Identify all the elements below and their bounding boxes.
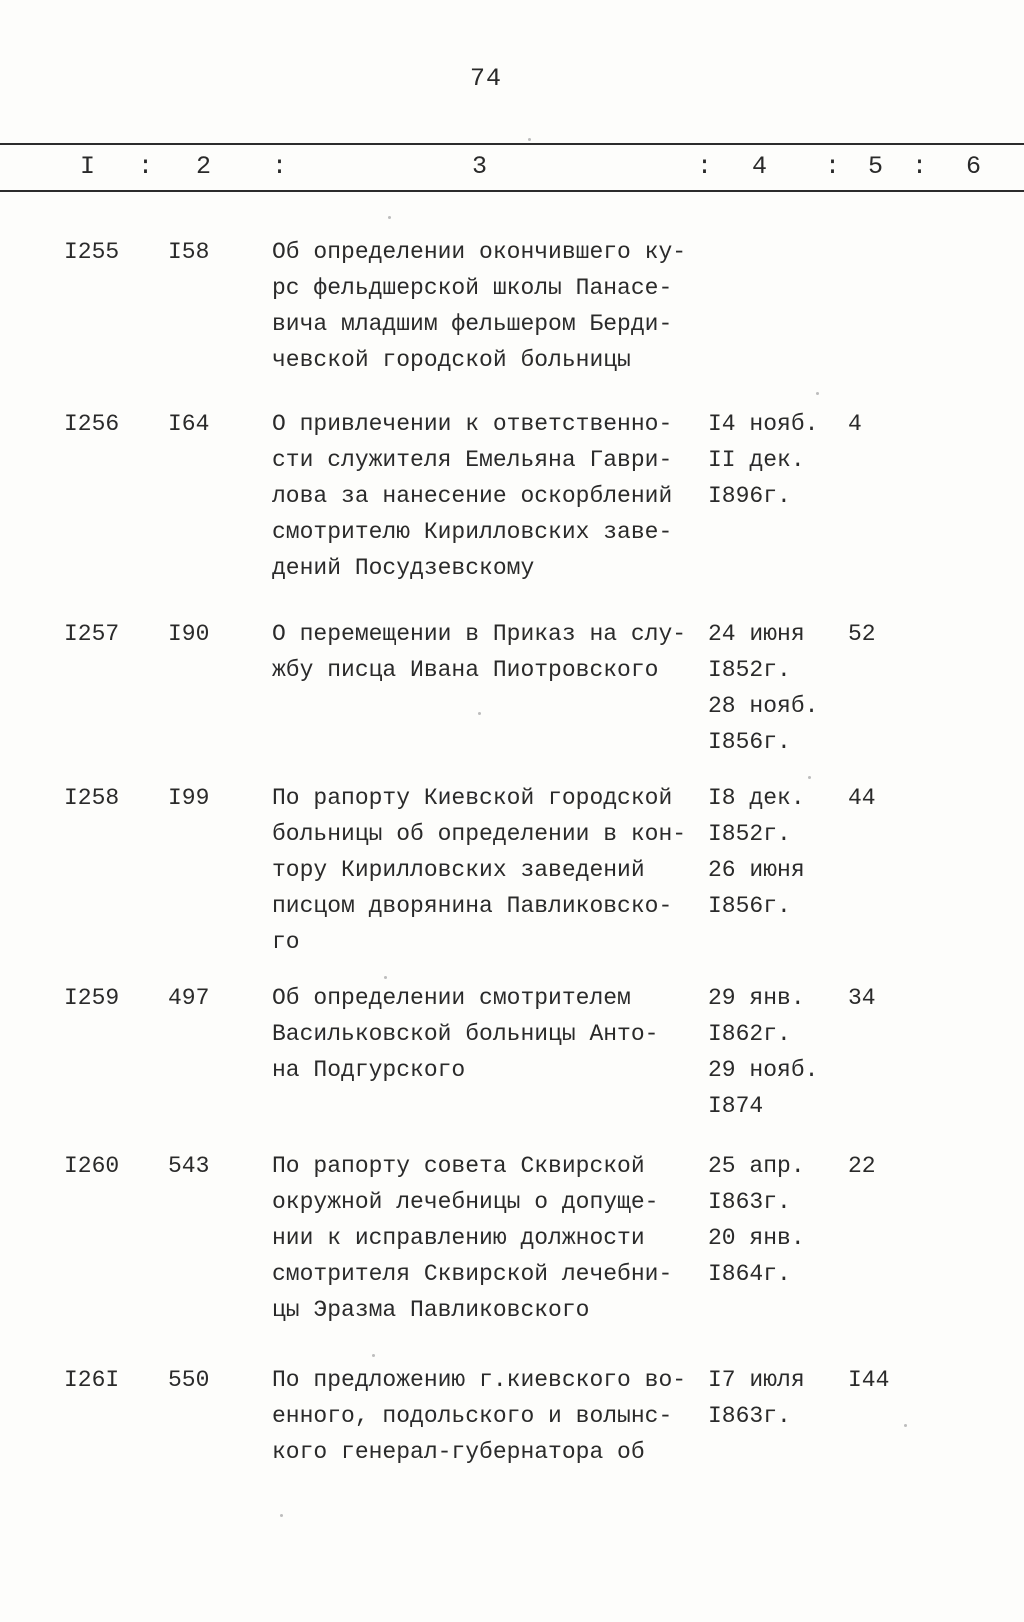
case-number: I99	[168, 785, 210, 811]
date-line: I896г.	[708, 483, 791, 509]
date-line: I874	[708, 1093, 764, 1119]
entry-dates	[708, 780, 838, 924]
sheet-count: I44	[848, 1367, 890, 1393]
entry-number: I26I	[64, 1367, 120, 1393]
title-line: О привлечении к ответственно-	[272, 411, 673, 437]
entry-number: I258	[64, 785, 120, 811]
date-line: I864г.	[708, 1261, 791, 1287]
title-line: По рапорту Киевской городской	[272, 785, 673, 811]
title-line: смотрителя Сквирской лечебни-	[272, 1261, 673, 1287]
entry-dates	[708, 980, 838, 1124]
title-line: рс фельдшерской школы Панасе-	[272, 275, 673, 301]
title-line: тору Кирилловских заведений	[272, 857, 645, 883]
entry-title	[272, 980, 702, 1088]
title-line: Васильковской больницы Анто-	[272, 1021, 659, 1047]
scan-speck	[904, 1424, 907, 1427]
column-header-3: 3	[472, 152, 488, 181]
title-line: окружной лечебницы о допуще-	[272, 1189, 659, 1215]
sheet-count: 44	[848, 785, 876, 811]
case-number: 497	[168, 985, 210, 1011]
title-line: дений Посудзевскому	[272, 555, 535, 581]
title-line: Об определении смотрителем	[272, 985, 631, 1011]
date-line: II дек.	[708, 447, 805, 473]
title-line: По предложению г.киевского во-	[272, 1367, 687, 1393]
entry-title	[272, 406, 702, 586]
column-separator: :	[138, 152, 154, 181]
title-line: цы Эразма Павликовского	[272, 1297, 590, 1323]
title-line: О перемещении в Приказ на слу-	[272, 621, 687, 647]
title-line: писцом дворянина Павликовско-	[272, 893, 673, 919]
date-line: 29 янв.	[708, 985, 805, 1011]
title-line: смотрителю Кирилловских заве-	[272, 519, 673, 545]
scan-speck	[478, 712, 481, 715]
page-number: 74	[470, 64, 503, 93]
date-line: I8 дек.	[708, 785, 805, 811]
title-line: больницы об определении в кон-	[272, 821, 687, 847]
title-line: Об определении окончившего ку-	[272, 239, 687, 265]
sheet-count: 22	[848, 1153, 876, 1179]
date-line: 29 нояб.	[708, 1057, 819, 1083]
sheet-count: 52	[848, 621, 876, 647]
date-line: I863г.	[708, 1189, 791, 1215]
date-line: I856г.	[708, 893, 791, 919]
column-separator: :	[697, 152, 713, 181]
entry-number: I260	[64, 1153, 120, 1179]
scan-speck	[372, 1354, 375, 1357]
title-line: кого генерал-губернатора об	[272, 1439, 645, 1465]
entry-number: I256	[64, 411, 120, 437]
title-line: чевской городской больницы	[272, 347, 631, 373]
title-line: на Подгурского	[272, 1057, 466, 1083]
date-line: I4 нояб.	[708, 411, 819, 437]
title-line: вича младшим фельшером Берди-	[272, 311, 673, 337]
column-header-5: 5	[868, 152, 884, 181]
entry-dates	[708, 406, 838, 514]
entry-dates	[708, 616, 838, 760]
scan-speck	[808, 776, 811, 779]
column-separator: :	[272, 152, 288, 181]
column-header-6: 6	[966, 152, 982, 181]
title-line: го	[272, 929, 300, 955]
entry-dates	[708, 1362, 838, 1434]
scan-speck	[384, 976, 387, 979]
date-line: 24 июня	[708, 621, 805, 647]
title-line: енного, подольского и волынс-	[272, 1403, 673, 1429]
title-line: нии к исправлению должности	[272, 1225, 645, 1251]
title-line: сти служителя Емельяна Гаври-	[272, 447, 673, 473]
entry-number: I257	[64, 621, 120, 647]
column-header-2: 2	[196, 152, 212, 181]
case-number: 543	[168, 1153, 210, 1179]
entry-title	[272, 1148, 702, 1328]
header-rule-top	[0, 143, 1024, 145]
entry-number: I255	[64, 239, 120, 265]
sheet-count: 34	[848, 985, 876, 1011]
scan-speck	[528, 138, 531, 141]
date-line: I852г.	[708, 657, 791, 683]
case-number: 550	[168, 1367, 210, 1393]
column-separator: :	[912, 152, 928, 181]
date-line: 20 янв.	[708, 1225, 805, 1251]
sheet-count: 4	[848, 411, 862, 437]
scan-speck	[280, 1514, 283, 1517]
title-line: лова за нанесение оскорблений	[272, 483, 673, 509]
column-header-1: I	[80, 152, 96, 181]
column-header-4: 4	[752, 152, 768, 181]
scan-speck	[816, 392, 819, 395]
entry-title	[272, 616, 702, 688]
date-line: I863г.	[708, 1403, 791, 1429]
title-line: По рапорту совета Сквирской	[272, 1153, 645, 1179]
case-number: I64	[168, 411, 210, 437]
case-number: I90	[168, 621, 210, 647]
case-number: I58	[168, 239, 210, 265]
column-separator: :	[825, 152, 841, 181]
title-line: жбу писца Ивана Пиотровского	[272, 657, 659, 683]
date-line: I862г.	[708, 1021, 791, 1047]
entry-dates	[708, 1148, 838, 1292]
date-line: 28 нояб.	[708, 693, 819, 719]
entry-title	[272, 234, 702, 378]
date-line: I852г.	[708, 821, 791, 847]
date-line: I7 июля	[708, 1367, 805, 1393]
header-rule-bottom	[0, 190, 1024, 192]
date-line: 26 июня	[708, 857, 805, 883]
entry-title	[272, 780, 702, 960]
entry-title	[272, 1362, 702, 1470]
entry-number: I259	[64, 985, 120, 1011]
scan-speck	[388, 216, 391, 219]
date-line: 25 апр.	[708, 1153, 805, 1179]
date-line: I856г.	[708, 729, 791, 755]
